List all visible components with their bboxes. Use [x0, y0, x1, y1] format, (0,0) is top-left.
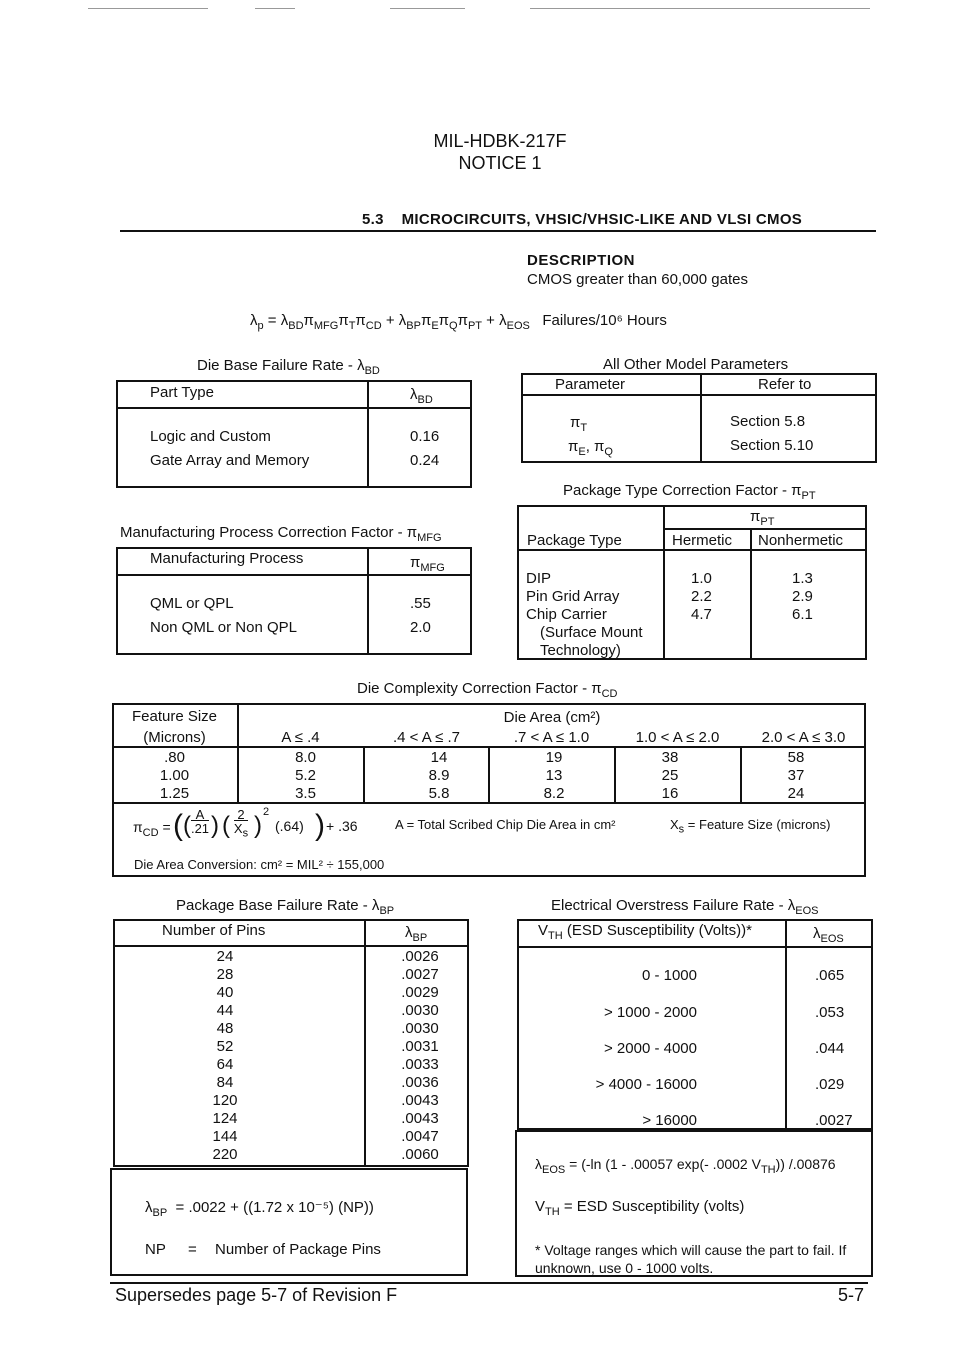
- complexity-col: 38 25 16: [661, 749, 679, 802]
- vth-definition: $V_{TH}$ = ESD Susceptibility (volts): [535, 1198, 745, 1218]
- vth-range: > 1000 - 2000: [604, 1004, 697, 1021]
- eos-title: Electrical Overstress Failure Rate - $\lambda_{EOS}$: [551, 897, 819, 917]
- lambda-eos-value: .044: [815, 1040, 845, 1057]
- die-base-value: 0.24: [410, 452, 440, 469]
- vth-range: > 16000: [642, 1112, 697, 1129]
- mfg-process: Non QML or Non QPL: [150, 619, 298, 636]
- col-mfg-process: Manufacturing Process: [150, 550, 304, 567]
- section-number: 5.3: [362, 211, 384, 228]
- die-area-header: Die Area (cm²): [503, 709, 601, 726]
- page-number: 5-7: [838, 1285, 865, 1305]
- notice: NOTICE 1: [458, 153, 542, 173]
- top-rule: [88, 8, 208, 9]
- col-lambda-bd: $\lambda_{BD}$: [410, 386, 433, 406]
- col-number-of-pins: Number of Pins: [162, 922, 266, 939]
- other-params-title: All Other Model Parameters: [603, 356, 789, 373]
- feature-size-values: .80 1.00 1.25: [159, 749, 190, 802]
- lambda-bp-list: .0026 .0027 .0029 .0030 .0030 .0031 .0033 .0036 .0043 .0043 .0047 .0060: [401, 948, 439, 1163]
- area-definition: A = Total Scribed Chip Die Area in cm²: [395, 817, 616, 832]
- col-package-type: Package Type: [527, 532, 622, 549]
- description-heading: DESCRIPTION: [527, 252, 636, 269]
- area-range: .4 < A ≤ .7: [392, 729, 461, 746]
- package-base-title: Package Base Failure Rate - $\lambda_{BP}$: [176, 897, 395, 917]
- col-part-type: Part Type: [150, 384, 214, 401]
- eos-table: [517, 919, 873, 1130]
- section-title: [362, 211, 882, 228]
- die-base-part: Logic and Custom: [150, 428, 271, 445]
- doc-id: MIL-HDBK-217F: [433, 131, 567, 151]
- package-type-title: Package Type Correction Factor - $\pi_{PT}$: [563, 482, 816, 502]
- col-lambda-eos: $\lambda_{EOS}$: [813, 925, 844, 945]
- mfg-value: 2.0: [410, 619, 431, 636]
- top-rule: [390, 8, 465, 9]
- area-range: .7 < A ≤ 1.0: [513, 729, 590, 746]
- nonhermetic-values: 1.3 2.9 6.1: [792, 570, 813, 623]
- package-type-list: DIP Pin Grid Array Chip Carrier (Surface Mount Technology): [526, 570, 643, 659]
- param-ref: Section 5.10: [730, 437, 814, 454]
- hermetic-values: 1.0 2.2 4.7: [691, 570, 712, 623]
- package-base-formula-box: [110, 1168, 468, 1276]
- mfg-title: Manufacturing Process Correction Factor - $\pi_{MFG}$: [120, 524, 442, 544]
- model-equation: $\lambda_p = \lambda_{BD}\pi_{MFG}\pi_T\pi_{CD} + \lambda_{BP}\pi_E\pi_Q\pi_{PT} + \lambda_{EOS}$ Failures/10⁶ Hours: [250, 312, 667, 332]
- footer-rule: [110, 1282, 868, 1284]
- section-rule: [120, 230, 876, 232]
- description-text: CMOS greater than 60,000 gates: [527, 271, 748, 288]
- eos-footnote: * Voltage ranges which will cause the part to fail. If unknown, use 0 - 1000 volts.: [535, 1242, 847, 1276]
- col-feature-size: Feature Size (Microns): [131, 708, 218, 746]
- col-pi-mfg: $\pi_{MFG}$: [410, 554, 445, 574]
- area-range: A ≤ .4: [281, 729, 320, 746]
- top-rule: [530, 8, 870, 9]
- col-pi-pt: $\pi_{PT}$: [750, 508, 775, 528]
- col-lambda-bp: $\lambda_{BP}$: [405, 924, 428, 944]
- area-range: 1.0 < A ≤ 2.0: [635, 729, 720, 746]
- complexity-col: 58 37 24: [787, 749, 805, 802]
- area-range: 2.0 < A ≤ 3.0: [761, 729, 846, 746]
- complexity-title: Die Complexity Correction Factor - $\pi_{CD}$: [357, 680, 618, 700]
- col-hermetic: Hermetic: [672, 532, 733, 549]
- col-vth: $V_{TH}$ (ESD Susceptibility (Volts))*: [538, 922, 752, 942]
- die-base-title: Die Base Failure Rate - $\lambda_{BD}$: [197, 357, 380, 377]
- col-parameter: Parameter: [555, 376, 626, 393]
- vth-range: > 2000 - 4000: [604, 1040, 697, 1057]
- pi-cd-formula: $\pi_{CD}$ = ( ( A .21 ) ( 2 $X_s$ ) 2 (.64) ) + .36: [133, 806, 358, 842]
- col-refer-to: Refer to: [758, 376, 812, 393]
- np-label: NP: [145, 1241, 166, 1258]
- top-rule: [255, 8, 295, 9]
- die-base-value: 0.16: [410, 428, 440, 445]
- np-equals: =: [188, 1241, 197, 1258]
- complexity-col: 8.0 5.2 3.5: [295, 749, 316, 802]
- vth-range: > 4000 - 16000: [595, 1076, 697, 1093]
- die-base-part: Gate Array and Memory: [150, 452, 310, 469]
- equation-units: Failures/10⁶ Hours: [542, 312, 667, 329]
- lambda-eos-value: .065: [815, 967, 845, 984]
- param-ref: Section 5.8: [730, 413, 806, 430]
- mfg-process: QML or QPL: [150, 595, 234, 612]
- area-conversion: Die Area Conversion: cm² = MIL² ÷ 155,000: [134, 857, 385, 872]
- section-name: MICROCIRCUITS, VHSIC/VHSIC-LIKE AND VLSI CMOS: [401, 211, 803, 228]
- vth-range: 0 - 1000: [641, 967, 697, 984]
- footer-supersedes: Supersedes page 5-7 of Revision F: [115, 1285, 398, 1305]
- param-pi-e-q: $\pi_E$, $\pi_Q$: [568, 438, 613, 458]
- page-header: [380, 130, 620, 174]
- mfg-value: .55: [410, 595, 431, 612]
- param-pi-t: $\pi_T$: [570, 414, 588, 434]
- lambda-eos-value: .029: [815, 1076, 845, 1093]
- np-definition: Number of Package Pins: [215, 1241, 381, 1258]
- lambda-bp-formula: $\lambda_{BP} = .0022 + ((1.72$ x 10⁻⁵) (NP)): [145, 1199, 374, 1219]
- complexity-col: 14 8.9 5.8: [428, 749, 450, 802]
- col-nonhermetic: Nonhermetic: [758, 532, 844, 549]
- lambda-eos-value: .053: [815, 1004, 845, 1021]
- xs-definition: $X_s$ = Feature Size (microns): [670, 817, 831, 836]
- lambda-eos-formula: $\lambda_{EOS} = (-\ln$ (1 - .00057 exp(- .0002 $V_{TH}$)) /.00876: [535, 1156, 836, 1176]
- lambda-eos-value: .0027: [815, 1112, 853, 1129]
- complexity-col: 19 13 8.2: [543, 749, 565, 802]
- pins-list: 24 28 40 44 48 52 64 84 120 124 144 220: [212, 948, 238, 1163]
